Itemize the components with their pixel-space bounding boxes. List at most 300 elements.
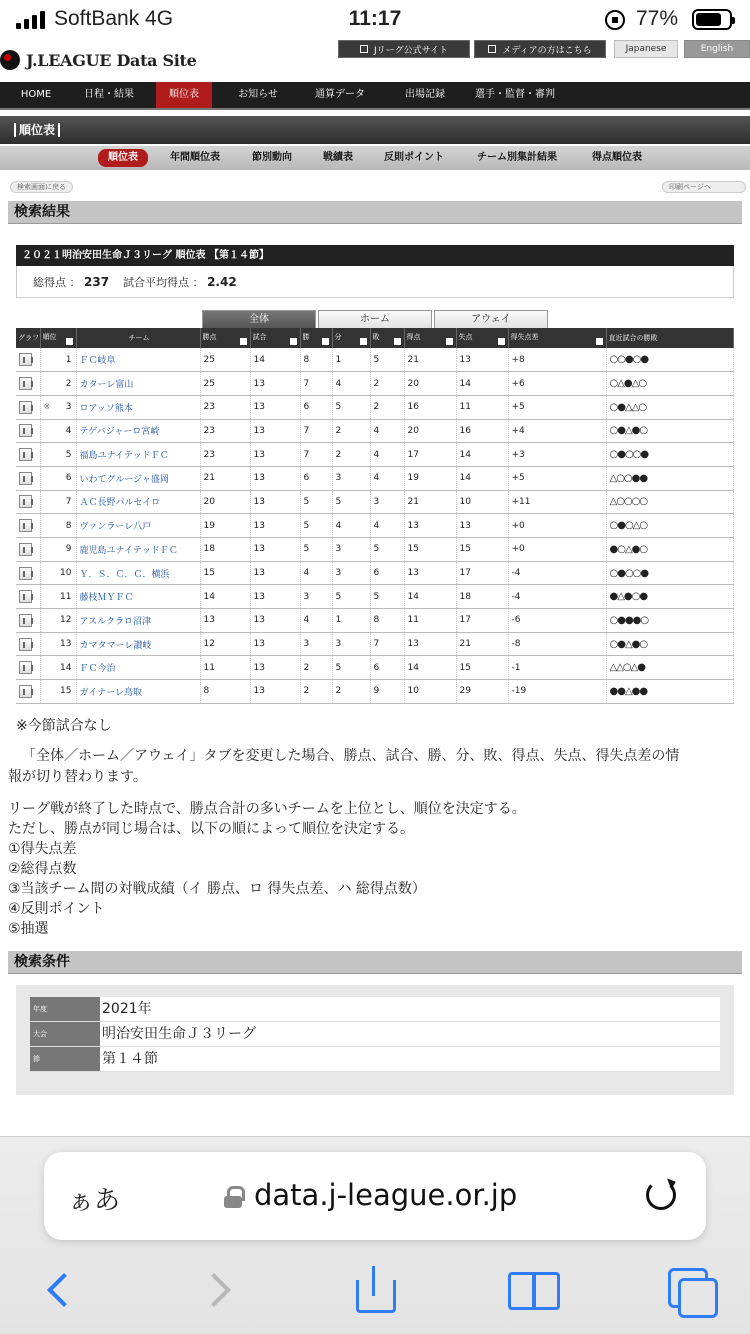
cell-goals-against: 21 bbox=[456, 632, 508, 656]
cell-goals-for: 10 bbox=[404, 680, 456, 704]
cell-team[interactable]: カターレ富山 bbox=[76, 372, 200, 396]
tab-note-line-2: 報が切り替わります。 bbox=[8, 769, 147, 785]
cell-rank bbox=[40, 632, 76, 656]
cell-points: 12 bbox=[200, 632, 250, 656]
cell-points: 21 bbox=[200, 466, 250, 490]
cell-games: 13 bbox=[250, 609, 300, 633]
graph-icon[interactable] bbox=[19, 448, 32, 461]
rank-value: 5 bbox=[65, 449, 72, 460]
carrier-label: SoftBank 4G bbox=[54, 7, 174, 30]
cell-team[interactable]: 藤枝ＭＹＦＣ bbox=[76, 585, 200, 609]
col-recent: 直近試合の勝敗 bbox=[606, 328, 734, 348]
cell-wins: 5 bbox=[300, 538, 332, 562]
cell-goal-diff: -4 bbox=[508, 585, 606, 609]
cell-rank bbox=[40, 585, 76, 609]
external-link-icon bbox=[360, 45, 368, 53]
sort-icon[interactable] bbox=[66, 338, 73, 345]
reload-icon[interactable] bbox=[646, 1180, 676, 1210]
no-match-mark: ※ bbox=[43, 402, 51, 412]
cell-goals-for: 14 bbox=[404, 585, 456, 609]
cell-games: 13 bbox=[250, 514, 300, 538]
table-row bbox=[16, 348, 734, 372]
table-row bbox=[16, 395, 734, 419]
results-heading: 検索結果 bbox=[8, 201, 742, 224]
print-page-button[interactable]: 印刷ページへ bbox=[662, 181, 746, 193]
cell-points: 23 bbox=[200, 419, 250, 443]
cell-results: ●●△●● bbox=[606, 680, 734, 704]
cell-results: ○●○○● bbox=[606, 443, 734, 467]
url-text[interactable]: data.j-league.or.jp bbox=[254, 1178, 518, 1212]
cell-goal-diff: +6 bbox=[508, 372, 606, 396]
cell-results: ●○△●○ bbox=[606, 538, 734, 562]
cell-goals-for: 20 bbox=[404, 419, 456, 443]
cell-results: ○●△●○ bbox=[606, 419, 734, 443]
cell-wins: 8 bbox=[300, 348, 332, 372]
cell-goals-for: 19 bbox=[404, 466, 456, 490]
rule-line-4: ②総得点数 bbox=[8, 861, 77, 877]
col-goals-against[interactable]: 失点 bbox=[456, 328, 508, 348]
cell-goal-diff: +8 bbox=[508, 348, 606, 372]
cell-goals-against: 17 bbox=[456, 609, 508, 633]
cell-draws: 3 bbox=[332, 561, 370, 585]
conditions-heading: 検索条件 bbox=[8, 951, 742, 974]
cell-losses: 7 bbox=[370, 632, 404, 656]
col-graph: グラフ bbox=[16, 328, 40, 348]
cell-games: 13 bbox=[250, 466, 300, 490]
cell-team[interactable]: 鹿児島ユナイテッドＦＣ bbox=[76, 538, 200, 562]
condition-value: 明治安田生命Ｊ３リーグ bbox=[102, 1026, 256, 1042]
cell-goals-against: 15 bbox=[456, 538, 508, 562]
rank-value: 6 bbox=[65, 473, 72, 484]
condition-row bbox=[30, 997, 720, 1022]
subnav-results-table[interactable]: 戦績表 bbox=[323, 152, 353, 163]
cell-losses: 5 bbox=[370, 348, 404, 372]
status-bar bbox=[0, 0, 750, 40]
cell-wins: 4 bbox=[300, 609, 332, 633]
cell-games: 13 bbox=[250, 419, 300, 443]
graph-icon[interactable] bbox=[19, 638, 32, 651]
rank-value: 15 bbox=[60, 686, 72, 697]
cell-losses: 2 bbox=[370, 395, 404, 419]
main-nav bbox=[0, 82, 750, 110]
cell-draws: 3 bbox=[332, 466, 370, 490]
sort-icon[interactable] bbox=[290, 338, 297, 345]
cell-team[interactable]: ガイナーレ鳥取 bbox=[76, 680, 200, 704]
graph-icon[interactable] bbox=[19, 543, 32, 556]
cell-wins: 5 bbox=[300, 514, 332, 538]
cell-goal-diff: -8 bbox=[508, 632, 606, 656]
cell-points: 25 bbox=[200, 372, 250, 396]
cell-goals-for: 13 bbox=[404, 632, 456, 656]
cell-rank bbox=[40, 419, 76, 443]
totals-summary: 総得点 ： 237 試合平均得点 ： 2.42 bbox=[16, 266, 734, 298]
cell-games: 13 bbox=[250, 395, 300, 419]
sort-icon[interactable] bbox=[446, 338, 453, 345]
cell-team[interactable]: Ｙ．Ｓ．Ｃ．Ｃ．横浜 bbox=[76, 561, 200, 585]
cell-losses: 9 bbox=[370, 680, 404, 704]
cell-team[interactable]: いわてグルージャ盛岡 bbox=[76, 466, 200, 490]
condition-label: 年度 bbox=[30, 997, 100, 1021]
cell-losses: 5 bbox=[370, 538, 404, 562]
cell-results: ○△●△○ bbox=[606, 372, 734, 396]
subnav-team-stats[interactable]: チーム別集計結果 bbox=[477, 152, 557, 163]
cell-wins: 4 bbox=[300, 561, 332, 585]
col-rank[interactable]: 順位 bbox=[40, 328, 76, 348]
cell-points: 20 bbox=[200, 490, 250, 514]
nav-news[interactable]: お知らせ bbox=[238, 89, 278, 100]
cell-wins: 7 bbox=[300, 419, 332, 443]
cell-rank bbox=[40, 443, 76, 467]
tab-overall[interactable]: 全体 bbox=[202, 310, 316, 328]
cell-points: 23 bbox=[200, 443, 250, 467]
share-icon[interactable] bbox=[356, 1266, 394, 1312]
cell-goals-against: 14 bbox=[456, 466, 508, 490]
cell-wins: 6 bbox=[300, 395, 332, 419]
cell-graph[interactable] bbox=[16, 680, 40, 704]
cell-wins: 2 bbox=[300, 656, 332, 680]
cell-results: △○○●● bbox=[606, 466, 734, 490]
cell-team[interactable]: カマタマーレ讃岐 bbox=[76, 632, 200, 656]
subnav-matchday-trend[interactable]: 節別動向 bbox=[252, 152, 292, 163]
subnav-annual-standings[interactable]: 年間順位表 bbox=[170, 152, 220, 163]
cell-points: 25 bbox=[200, 348, 250, 372]
col-games[interactable]: 試合 bbox=[250, 328, 300, 348]
cell-graph[interactable] bbox=[16, 348, 40, 372]
rotation-lock-icon bbox=[605, 10, 625, 30]
cell-points: 15 bbox=[200, 561, 250, 585]
condition-value: 第１４節 bbox=[102, 1051, 158, 1067]
cell-goals-for: 14 bbox=[404, 656, 456, 680]
cell-graph[interactable] bbox=[16, 395, 40, 419]
cell-wins: 5 bbox=[300, 490, 332, 514]
cell-games: 13 bbox=[250, 538, 300, 562]
cell-results: ●△●○● bbox=[606, 585, 734, 609]
cell-graph[interactable] bbox=[16, 561, 40, 585]
condition-label: 大会 bbox=[30, 1022, 100, 1046]
cell-goals-for: 11 bbox=[404, 609, 456, 633]
table-row bbox=[16, 372, 734, 396]
total-goals: 237 bbox=[84, 275, 110, 289]
table-row bbox=[16, 514, 734, 538]
cell-rank bbox=[40, 538, 76, 562]
table-row bbox=[16, 466, 734, 490]
cell-goals-for: 17 bbox=[404, 443, 456, 467]
lock-icon bbox=[224, 1186, 242, 1208]
cell-results: △○○○○ bbox=[606, 490, 734, 514]
graph-icon[interactable] bbox=[19, 472, 32, 485]
cell-graph[interactable] bbox=[16, 466, 40, 490]
cell-goal-diff: +5 bbox=[508, 466, 606, 490]
condition-row bbox=[30, 1047, 720, 1072]
graph-icon[interactable] bbox=[19, 614, 32, 627]
cell-graph[interactable] bbox=[16, 609, 40, 633]
cell-goals-against: 10 bbox=[456, 490, 508, 514]
cell-goals-for: 20 bbox=[404, 372, 456, 396]
cell-goals-against: 14 bbox=[456, 372, 508, 396]
cell-goal-diff: +0 bbox=[508, 514, 606, 538]
rule-line-3: ①得失点差 bbox=[8, 841, 77, 857]
rule-line-2: ただし、勝点が同じ場合は、以下の順によって順位を決定する。 bbox=[8, 821, 414, 837]
cell-results: ○●△●○ bbox=[606, 632, 734, 656]
cell-team[interactable]: テゲバジャーロ宮崎 bbox=[76, 419, 200, 443]
rank-value: 14 bbox=[60, 662, 72, 673]
cell-draws: 4 bbox=[332, 372, 370, 396]
back-to-search-button[interactable]: 検索画面に戻る bbox=[10, 181, 73, 193]
cell-draws: 3 bbox=[332, 632, 370, 656]
rank-value: 12 bbox=[60, 615, 72, 626]
standings-table bbox=[16, 328, 734, 704]
lang-japanese-button[interactable]: Japanese bbox=[614, 40, 678, 58]
graph-icon[interactable] bbox=[19, 519, 32, 532]
nav-schedule[interactable]: 日程・結果 bbox=[84, 89, 134, 100]
cell-goal-diff: +11 bbox=[508, 490, 606, 514]
cell-games: 13 bbox=[250, 632, 300, 656]
cell-losses: 2 bbox=[370, 372, 404, 396]
site-logo[interactable]: J.LEAGUE Data Site bbox=[26, 51, 197, 70]
graph-icon[interactable] bbox=[19, 401, 32, 414]
rank-value: 8 bbox=[65, 520, 72, 531]
table-row bbox=[16, 561, 734, 585]
condition-row bbox=[30, 1022, 720, 1047]
cell-losses: 8 bbox=[370, 609, 404, 633]
cell-goals-against: 13 bbox=[456, 348, 508, 372]
cell-results: ○●○○● bbox=[606, 561, 734, 585]
col-wins[interactable]: 勝 bbox=[300, 328, 332, 348]
rule-line-5: ③当該チーム間の対戦成績（イ 勝点、ロ 得失点差、ハ 総得点数） bbox=[8, 881, 426, 897]
cell-wins: 7 bbox=[300, 443, 332, 467]
cell-graph[interactable] bbox=[16, 538, 40, 562]
subnav-standings[interactable]: 順位表 bbox=[98, 149, 148, 167]
rule-line-7: ⑤抽選 bbox=[8, 921, 49, 937]
cell-goals-against: 16 bbox=[456, 419, 508, 443]
cell-losses: 3 bbox=[370, 490, 404, 514]
cell-graph[interactable] bbox=[16, 632, 40, 656]
back-icon[interactable] bbox=[44, 1270, 68, 1310]
lang-english-button[interactable]: English bbox=[684, 40, 750, 58]
tabs-icon[interactable] bbox=[668, 1268, 714, 1314]
forward-icon[interactable] bbox=[206, 1270, 230, 1310]
conditions-box bbox=[16, 985, 734, 1095]
cell-losses: 4 bbox=[370, 466, 404, 490]
no-match-note: ※今節試合なし bbox=[16, 718, 112, 734]
cell-goal-diff: -4 bbox=[508, 561, 606, 585]
cell-draws: 3 bbox=[332, 538, 370, 562]
cell-draws: 5 bbox=[332, 490, 370, 514]
sort-icon[interactable] bbox=[394, 338, 401, 345]
cell-points: 14 bbox=[200, 585, 250, 609]
cell-points: 18 bbox=[200, 538, 250, 562]
cell-goals-for: 21 bbox=[404, 490, 456, 514]
cell-losses: 6 bbox=[370, 561, 404, 585]
rule-line-1: リーグ戦が終了した時点で、勝点合計の多いチームを上位とし、順位を決定する。 bbox=[8, 801, 526, 817]
cell-games: 13 bbox=[250, 656, 300, 680]
rank-value: 3 bbox=[65, 402, 72, 413]
cell-points: 19 bbox=[200, 514, 250, 538]
cell-goals-against: 29 bbox=[456, 680, 508, 704]
cell-graph[interactable] bbox=[16, 656, 40, 680]
table-row bbox=[16, 609, 734, 633]
table-row bbox=[16, 585, 734, 609]
cell-games: 13 bbox=[250, 585, 300, 609]
cell-team[interactable]: ＡＣ長野パルセイロ bbox=[76, 490, 200, 514]
cell-team[interactable]: 福島ユナイテッドＦＣ bbox=[76, 443, 200, 467]
battery-icon bbox=[692, 9, 732, 30]
clock: 11:17 bbox=[348, 7, 402, 30]
cell-goal-diff: +4 bbox=[508, 419, 606, 443]
cell-team[interactable]: ヴァンラーレ八戸 bbox=[76, 514, 200, 538]
cell-graph[interactable] bbox=[16, 419, 40, 443]
table-row bbox=[16, 490, 734, 514]
cell-goal-diff: +3 bbox=[508, 443, 606, 467]
graph-icon[interactable] bbox=[19, 424, 32, 437]
sub-nav bbox=[0, 146, 750, 170]
cell-rank bbox=[40, 372, 76, 396]
cell-team[interactable]: アスルクラロ沼津 bbox=[76, 609, 200, 633]
cell-goals-against: 18 bbox=[456, 585, 508, 609]
col-goals-for[interactable]: 得点 bbox=[404, 328, 456, 348]
cell-goals-against: 15 bbox=[456, 656, 508, 680]
cell-points: 23 bbox=[200, 395, 250, 419]
cell-wins: 7 bbox=[300, 372, 332, 396]
graph-icon[interactable] bbox=[19, 495, 32, 508]
table-header-row bbox=[16, 328, 734, 348]
col-losses[interactable]: 敗 bbox=[370, 328, 404, 348]
rank-value: 11 bbox=[60, 591, 72, 602]
bookmarks-icon[interactable] bbox=[508, 1272, 556, 1308]
col-team: チーム bbox=[76, 328, 200, 348]
cell-graph[interactable] bbox=[16, 514, 40, 538]
rank-value: 13 bbox=[60, 639, 72, 650]
tab-home[interactable]: ホーム bbox=[318, 310, 432, 328]
cell-games: 14 bbox=[250, 348, 300, 372]
graph-icon[interactable] bbox=[19, 377, 32, 390]
subnav-foul-points[interactable]: 反則ポイント bbox=[384, 152, 444, 163]
cell-games: 13 bbox=[250, 490, 300, 514]
cell-points: 8 bbox=[200, 680, 250, 704]
cell-results: ○●○△○ bbox=[606, 514, 734, 538]
cell-wins: 6 bbox=[300, 466, 332, 490]
cell-rank bbox=[40, 609, 76, 633]
sort-icon[interactable] bbox=[596, 338, 603, 345]
cell-points: 11 bbox=[200, 656, 250, 680]
table-row bbox=[16, 419, 734, 443]
table-row bbox=[16, 632, 734, 656]
cell-games: 13 bbox=[250, 443, 300, 467]
table-row bbox=[16, 680, 734, 704]
cell-goals-for: 13 bbox=[404, 514, 456, 538]
col-draws[interactable]: 分 bbox=[332, 328, 370, 348]
sort-icon[interactable] bbox=[498, 338, 505, 345]
page-title: 順位表 bbox=[0, 116, 750, 144]
nav-appearances[interactable]: 出場記録 bbox=[405, 89, 445, 100]
nav-players[interactable]: 選手・監督・審判 bbox=[475, 89, 555, 100]
cell-goal-diff: +0 bbox=[508, 538, 606, 562]
season-title: ２０２１明治安田生命Ｊ３リーグ 順位表 【第１４節】 bbox=[16, 245, 734, 266]
rank-value: 10 bbox=[60, 568, 72, 579]
rank-value: 9 bbox=[65, 544, 72, 555]
cell-draws: 2 bbox=[332, 419, 370, 443]
rank-value: 4 bbox=[65, 425, 72, 436]
cell-results: ○●●●○ bbox=[606, 609, 734, 633]
cell-graph[interactable] bbox=[16, 490, 40, 514]
graph-icon[interactable] bbox=[19, 661, 32, 674]
cell-goals-against: 11 bbox=[456, 395, 508, 419]
sort-icon[interactable] bbox=[360, 338, 367, 345]
cell-goal-diff: -1 bbox=[508, 656, 606, 680]
cell-results: ○○●○● bbox=[606, 348, 734, 372]
table-row bbox=[16, 656, 734, 680]
cell-draws: 1 bbox=[332, 609, 370, 633]
tab-note-line-1: 「全体／ホーム／アウェイ」タブを変更した場合、勝点、試合、勝、分、敗、得点、失点、得失点差の情 bbox=[22, 748, 680, 764]
cell-rank bbox=[40, 348, 76, 372]
sort-icon[interactable] bbox=[322, 338, 329, 345]
cell-graph[interactable] bbox=[16, 585, 40, 609]
nav-home[interactable]: HOME bbox=[20, 89, 52, 100]
media-link[interactable]: メディアの方はこちら bbox=[474, 40, 606, 58]
rank-value: 2 bbox=[65, 378, 72, 389]
graph-icon[interactable] bbox=[19, 567, 32, 580]
jleague-official-link[interactable]: Jリーグ公式サイト bbox=[338, 40, 470, 58]
cell-team[interactable]: ＦＣ岐阜 bbox=[76, 348, 200, 372]
battery-percent: 77% bbox=[636, 7, 679, 30]
cell-games: 13 bbox=[250, 680, 300, 704]
arrow-icon bbox=[488, 45, 496, 53]
cell-losses: 4 bbox=[370, 419, 404, 443]
sort-icon[interactable] bbox=[240, 338, 247, 345]
reader-settings-button[interactable]: ぁあ bbox=[68, 1186, 121, 1216]
rank-value: 7 bbox=[65, 496, 72, 507]
col-goal-diff[interactable]: 得失点差 bbox=[508, 328, 606, 348]
cell-graph[interactable] bbox=[16, 443, 40, 467]
nav-career-data[interactable]: 通算データ bbox=[315, 89, 365, 100]
cell-goals-against: 17 bbox=[456, 561, 508, 585]
cell-losses: 5 bbox=[370, 585, 404, 609]
jleague-logo-icon bbox=[0, 50, 20, 70]
rank-value: 1 bbox=[65, 354, 72, 365]
condition-label: 節 bbox=[30, 1047, 100, 1071]
graph-icon[interactable] bbox=[19, 353, 32, 366]
table-row bbox=[16, 538, 734, 562]
cell-team[interactable]: ロアッソ熊本 bbox=[76, 395, 200, 419]
average-goals: 2.42 bbox=[207, 275, 237, 289]
cell-losses: 4 bbox=[370, 443, 404, 467]
cell-team[interactable]: ＦＣ今治 bbox=[76, 656, 200, 680]
graph-icon[interactable] bbox=[19, 590, 32, 603]
cell-draws: 1 bbox=[332, 348, 370, 372]
cell-games: 13 bbox=[250, 561, 300, 585]
cell-goals-for: 21 bbox=[404, 348, 456, 372]
cell-graph[interactable] bbox=[16, 372, 40, 396]
cell-goals-against: 14 bbox=[456, 443, 508, 467]
cell-rank bbox=[40, 466, 76, 490]
subnav-scorers[interactable]: 得点順位表 bbox=[592, 152, 642, 163]
site-header bbox=[0, 40, 750, 82]
graph-icon[interactable] bbox=[19, 685, 32, 698]
nav-standings[interactable]: 順位表 bbox=[156, 82, 212, 108]
rule-line-6: ④反則ポイント bbox=[8, 901, 105, 917]
cell-rank bbox=[40, 656, 76, 680]
cell-rank bbox=[40, 561, 76, 585]
cell-points: 13 bbox=[200, 609, 250, 633]
tab-away[interactable]: アウェイ bbox=[434, 310, 548, 328]
col-points[interactable]: 勝点 bbox=[200, 328, 250, 348]
cell-rank bbox=[40, 395, 76, 419]
table-row bbox=[16, 443, 734, 467]
cell-draws: 2 bbox=[332, 680, 370, 704]
cell-goals-for: 15 bbox=[404, 538, 456, 562]
cell-rank bbox=[40, 514, 76, 538]
cell-goals-for: 13 bbox=[404, 561, 456, 585]
